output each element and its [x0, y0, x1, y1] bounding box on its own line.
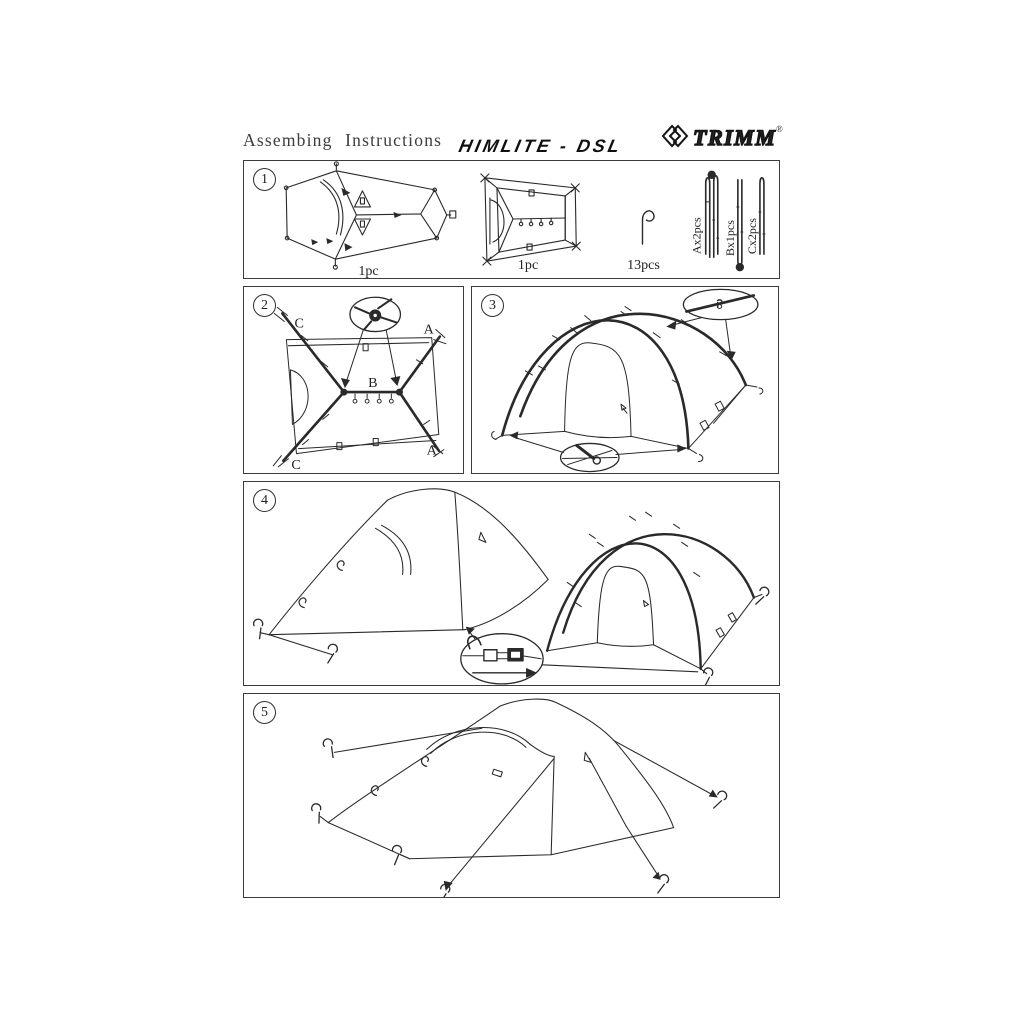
step-1-badge — [253, 168, 276, 191]
step-5-badge — [253, 701, 276, 724]
inner-tent-plan — [286, 338, 438, 454]
step-4-panel — [243, 481, 780, 686]
step-2-number: 2 — [261, 297, 268, 313]
finished-tent-drawing — [328, 699, 673, 859]
peg-icon — [642, 211, 653, 244]
guy-pegs — [310, 737, 728, 897]
inner-dome-drawing — [547, 512, 770, 685]
step-5-number: 5 — [261, 704, 268, 720]
pole-label-a-bottom: A — [426, 442, 437, 459]
pole-a-qty-label: Ax2pcs — [689, 217, 704, 255]
inner-tent-drawing — [481, 174, 580, 265]
step-2-diagram — [244, 287, 463, 473]
pole-c-qty-label: Cx2pcs — [744, 218, 759, 255]
pole-label-a-top: A — [423, 321, 434, 338]
step-3-diagram — [472, 287, 778, 473]
brand-diamond-icon — [663, 126, 687, 146]
step-3-panel — [471, 286, 779, 474]
pole-label-c-bottom: C — [291, 456, 301, 473]
clip-detail-inset — [670, 289, 758, 355]
step-2-panel — [243, 286, 464, 474]
pin-detail-inset — [514, 437, 681, 471]
pole-b-qty-label: Bx1pcs — [722, 220, 737, 257]
brand-wordmark: TRIMM — [693, 125, 777, 150]
step-3-number: 3 — [489, 297, 496, 313]
pole-label-c-top: C — [294, 315, 304, 332]
step-4-diagram — [244, 482, 779, 685]
model-name-text: HIMLITE - DSL — [456, 136, 624, 156]
step-4-number: 4 — [261, 492, 268, 508]
step-5-diagram — [244, 694, 779, 897]
brand-logo-graphic — [659, 121, 787, 153]
step-3-badge — [481, 294, 504, 317]
step-2-badge — [253, 294, 276, 317]
pegs-qty-label: 13pcs — [627, 257, 660, 274]
step-1-panel — [243, 160, 780, 279]
step-5-panel — [243, 693, 780, 898]
inner-tent-qty-label: 1pc — [517, 257, 539, 274]
dome-tent-drawing — [492, 307, 763, 462]
center-bar-clips — [353, 394, 393, 403]
flysheet-over-drawing — [253, 489, 549, 664]
pole-label-b: B — [368, 375, 378, 392]
step-1-number: 1 — [261, 171, 268, 187]
page-title: Assembing Instructions — [243, 130, 443, 150]
model-name — [447, 136, 633, 163]
flysheet-qty-label: 1pc — [358, 263, 379, 278]
step-4-badge — [253, 489, 276, 512]
hub-detail-inset — [346, 297, 400, 383]
buckle-detail-inset — [461, 630, 698, 684]
step-1-diagram — [244, 161, 779, 278]
registered-mark: ® — [776, 124, 783, 134]
guy-arrowheads — [444, 789, 718, 890]
brand-logo — [659, 121, 787, 158]
flysheet-drawing — [284, 162, 455, 269]
guy-lines — [320, 728, 715, 889]
